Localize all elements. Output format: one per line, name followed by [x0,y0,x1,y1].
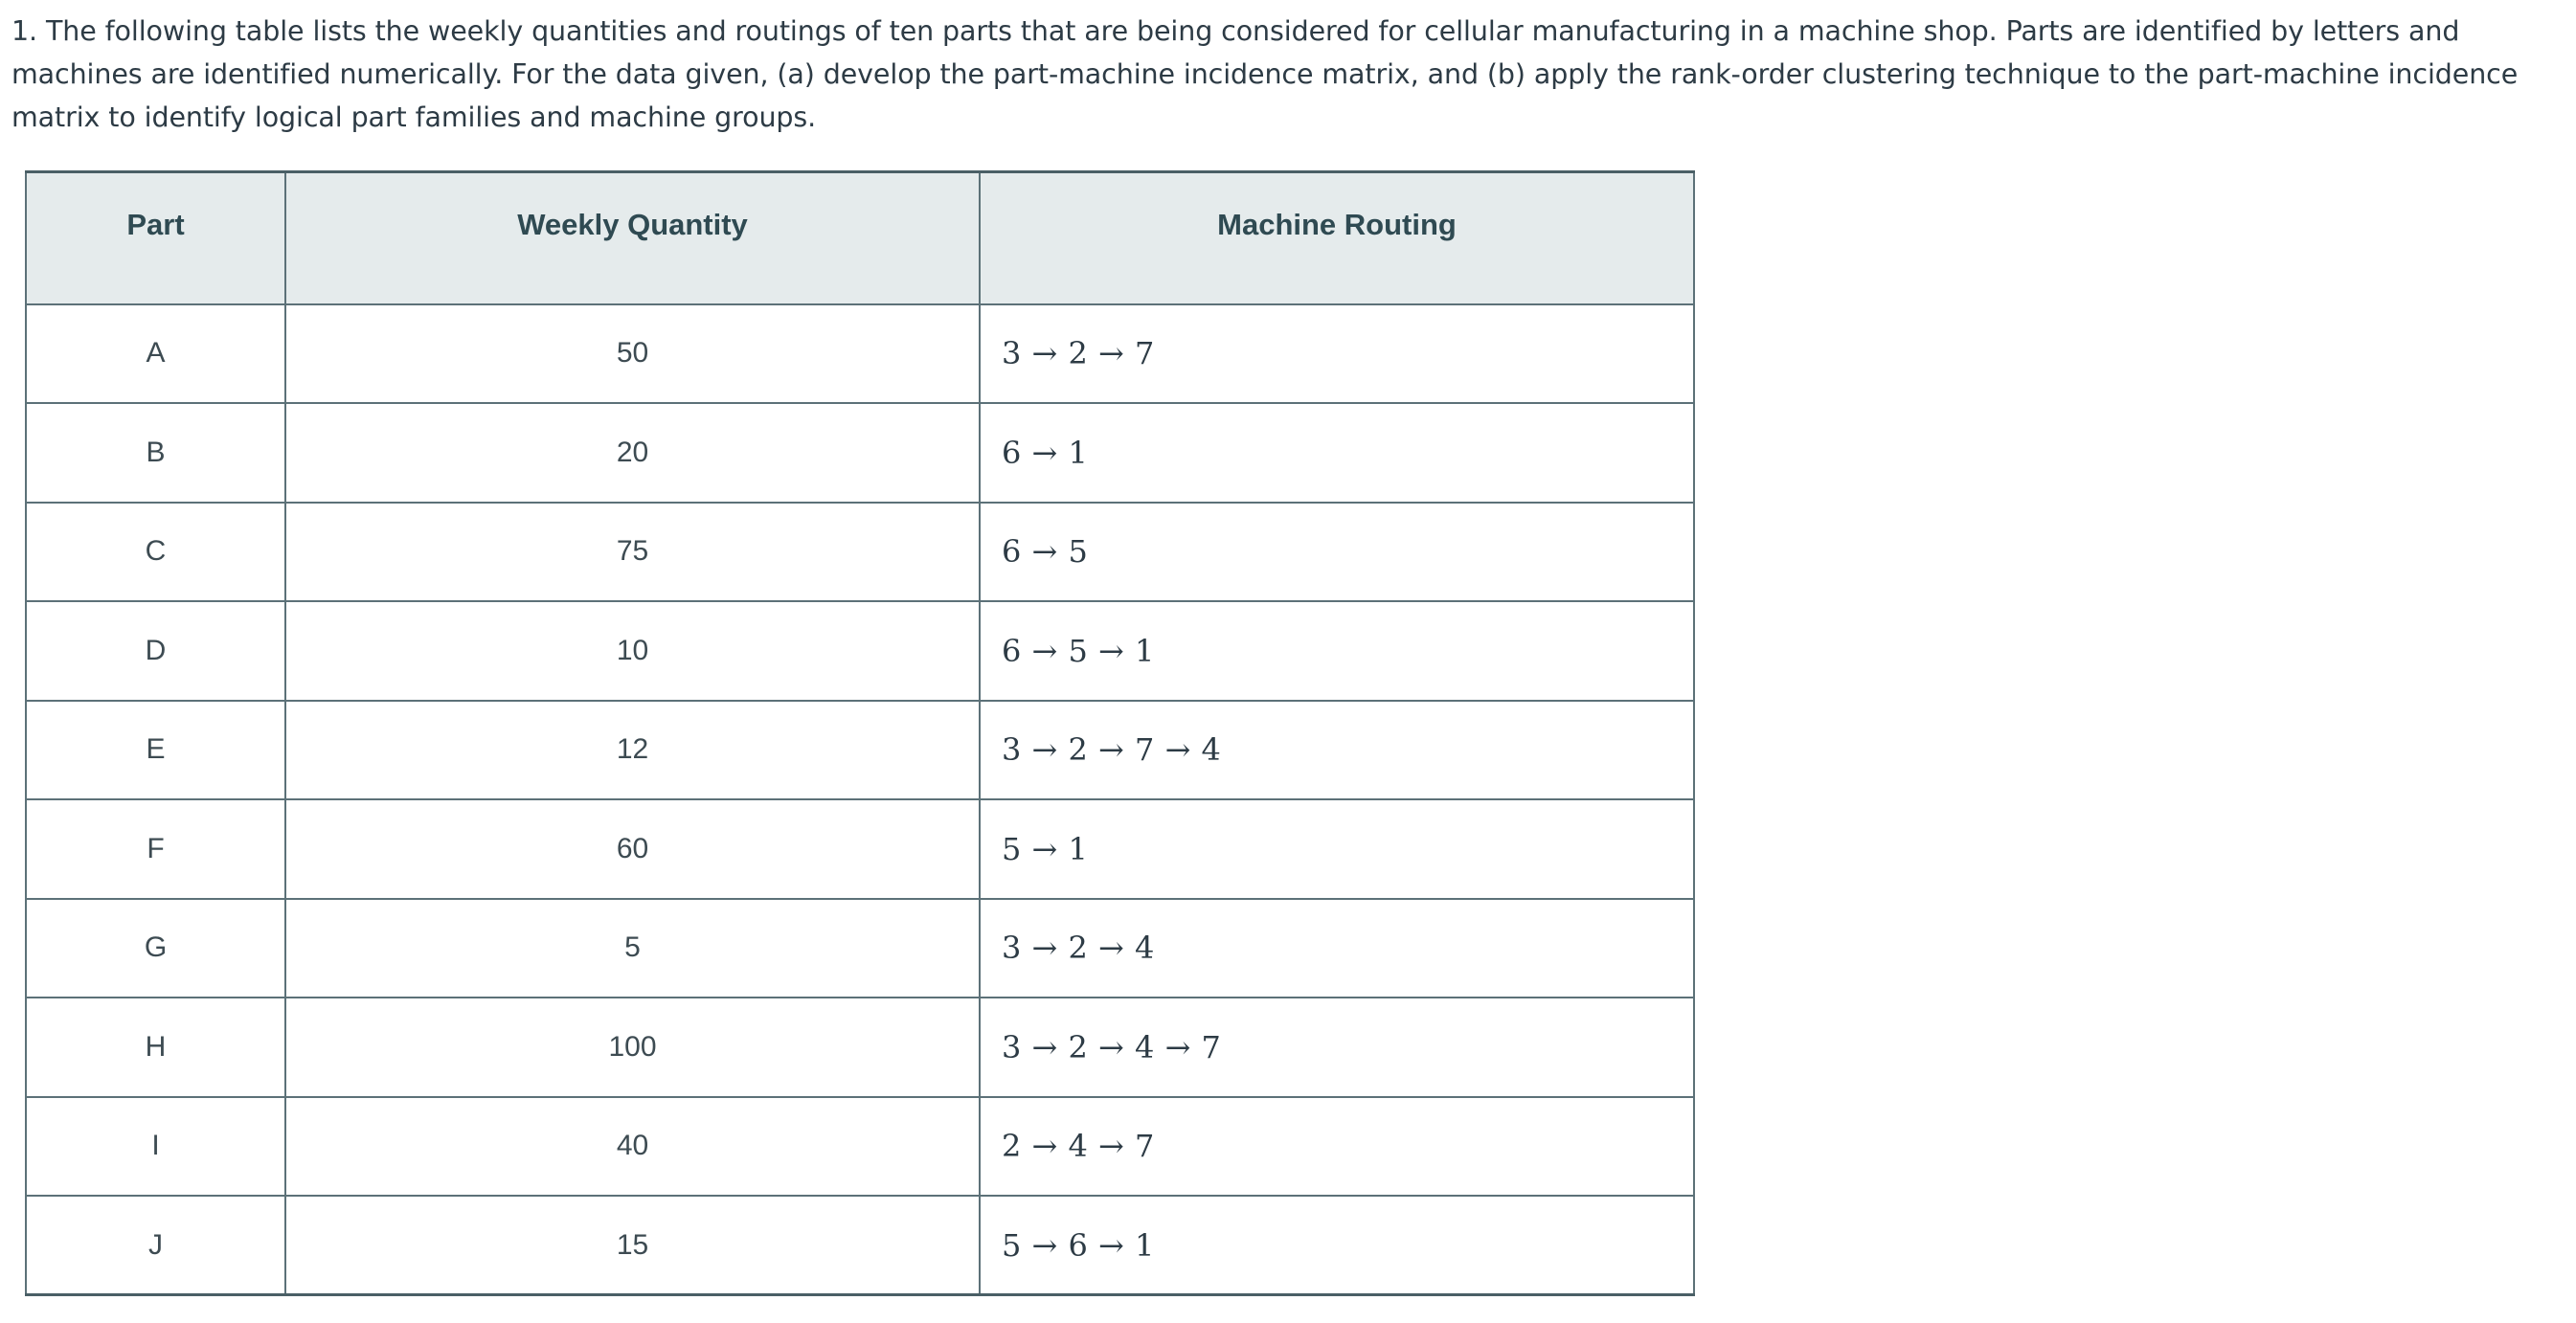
part-cell: D [26,601,285,701]
table-body [26,304,1694,1295]
routing-cell: 3 → 2 → 7 → 4 [980,701,1694,800]
routing-cell: 6 → 5 [980,503,1694,602]
header-row [26,172,1694,304]
part-cell: F [26,799,285,899]
quantity-cell: 40 [285,1097,980,1197]
table-row [26,899,1694,998]
part-cell: G [26,899,285,998]
quantity-cell: 60 [285,799,980,899]
table-row [26,403,1694,503]
routing-cell: 6 → 1 [980,403,1694,503]
table-row [26,304,1694,404]
routing-cell: 6 → 5 → 1 [980,601,1694,701]
quantity-cell: 12 [285,701,980,800]
quantity-cell: 10 [285,601,980,701]
routing-cell: 3 → 2 → 4 → 7 [980,998,1694,1097]
routing-cell: 3 → 2 → 7 [980,304,1694,404]
routing-cell: 5 → 1 [980,799,1694,899]
part-cell: A [26,304,285,404]
part-cell: I [26,1097,285,1197]
quantity-cell: 15 [285,1196,980,1295]
part-cell: H [26,998,285,1097]
quantity-cell: 5 [285,899,980,998]
table-row [26,799,1694,899]
part-cell: J [26,1196,285,1295]
routing-cell: 2 → 4 → 7 [980,1097,1694,1197]
quantity-cell: 20 [285,403,980,503]
question-text: 1. The following table lists the weekly quantities and routings of ten parts that are being considered for cellular manufacturing in a machine shop. Parts are identified by letters and machines are identified numerically. For the data given, (a) develop the part-machine incidence matrix, and (b) apply the rank-order clustering technique to the part-machine incidence matrix to identify logical part families and machine groups. [11,15,2519,133]
routing-table [25,170,1695,1296]
table-header [26,172,1694,304]
routing-cell: 3 → 2 → 4 [980,899,1694,998]
header-machine-routing: Machine Routing [980,172,1694,304]
table-row [26,1196,1694,1295]
table-row [26,503,1694,602]
quantity-cell: 75 [285,503,980,602]
header-weekly-quantity: Weekly Quantity [285,172,980,304]
table-row [26,701,1694,800]
quantity-cell: 100 [285,998,980,1097]
table-row [26,998,1694,1097]
part-cell: C [26,503,285,602]
part-cell: B [26,403,285,503]
header-part: Part [26,172,285,304]
table-row [26,1097,1694,1197]
quantity-cell: 50 [285,304,980,404]
routing-cell: 5 → 6 → 1 [980,1196,1694,1295]
table-row [26,601,1694,701]
part-cell: E [26,701,285,800]
